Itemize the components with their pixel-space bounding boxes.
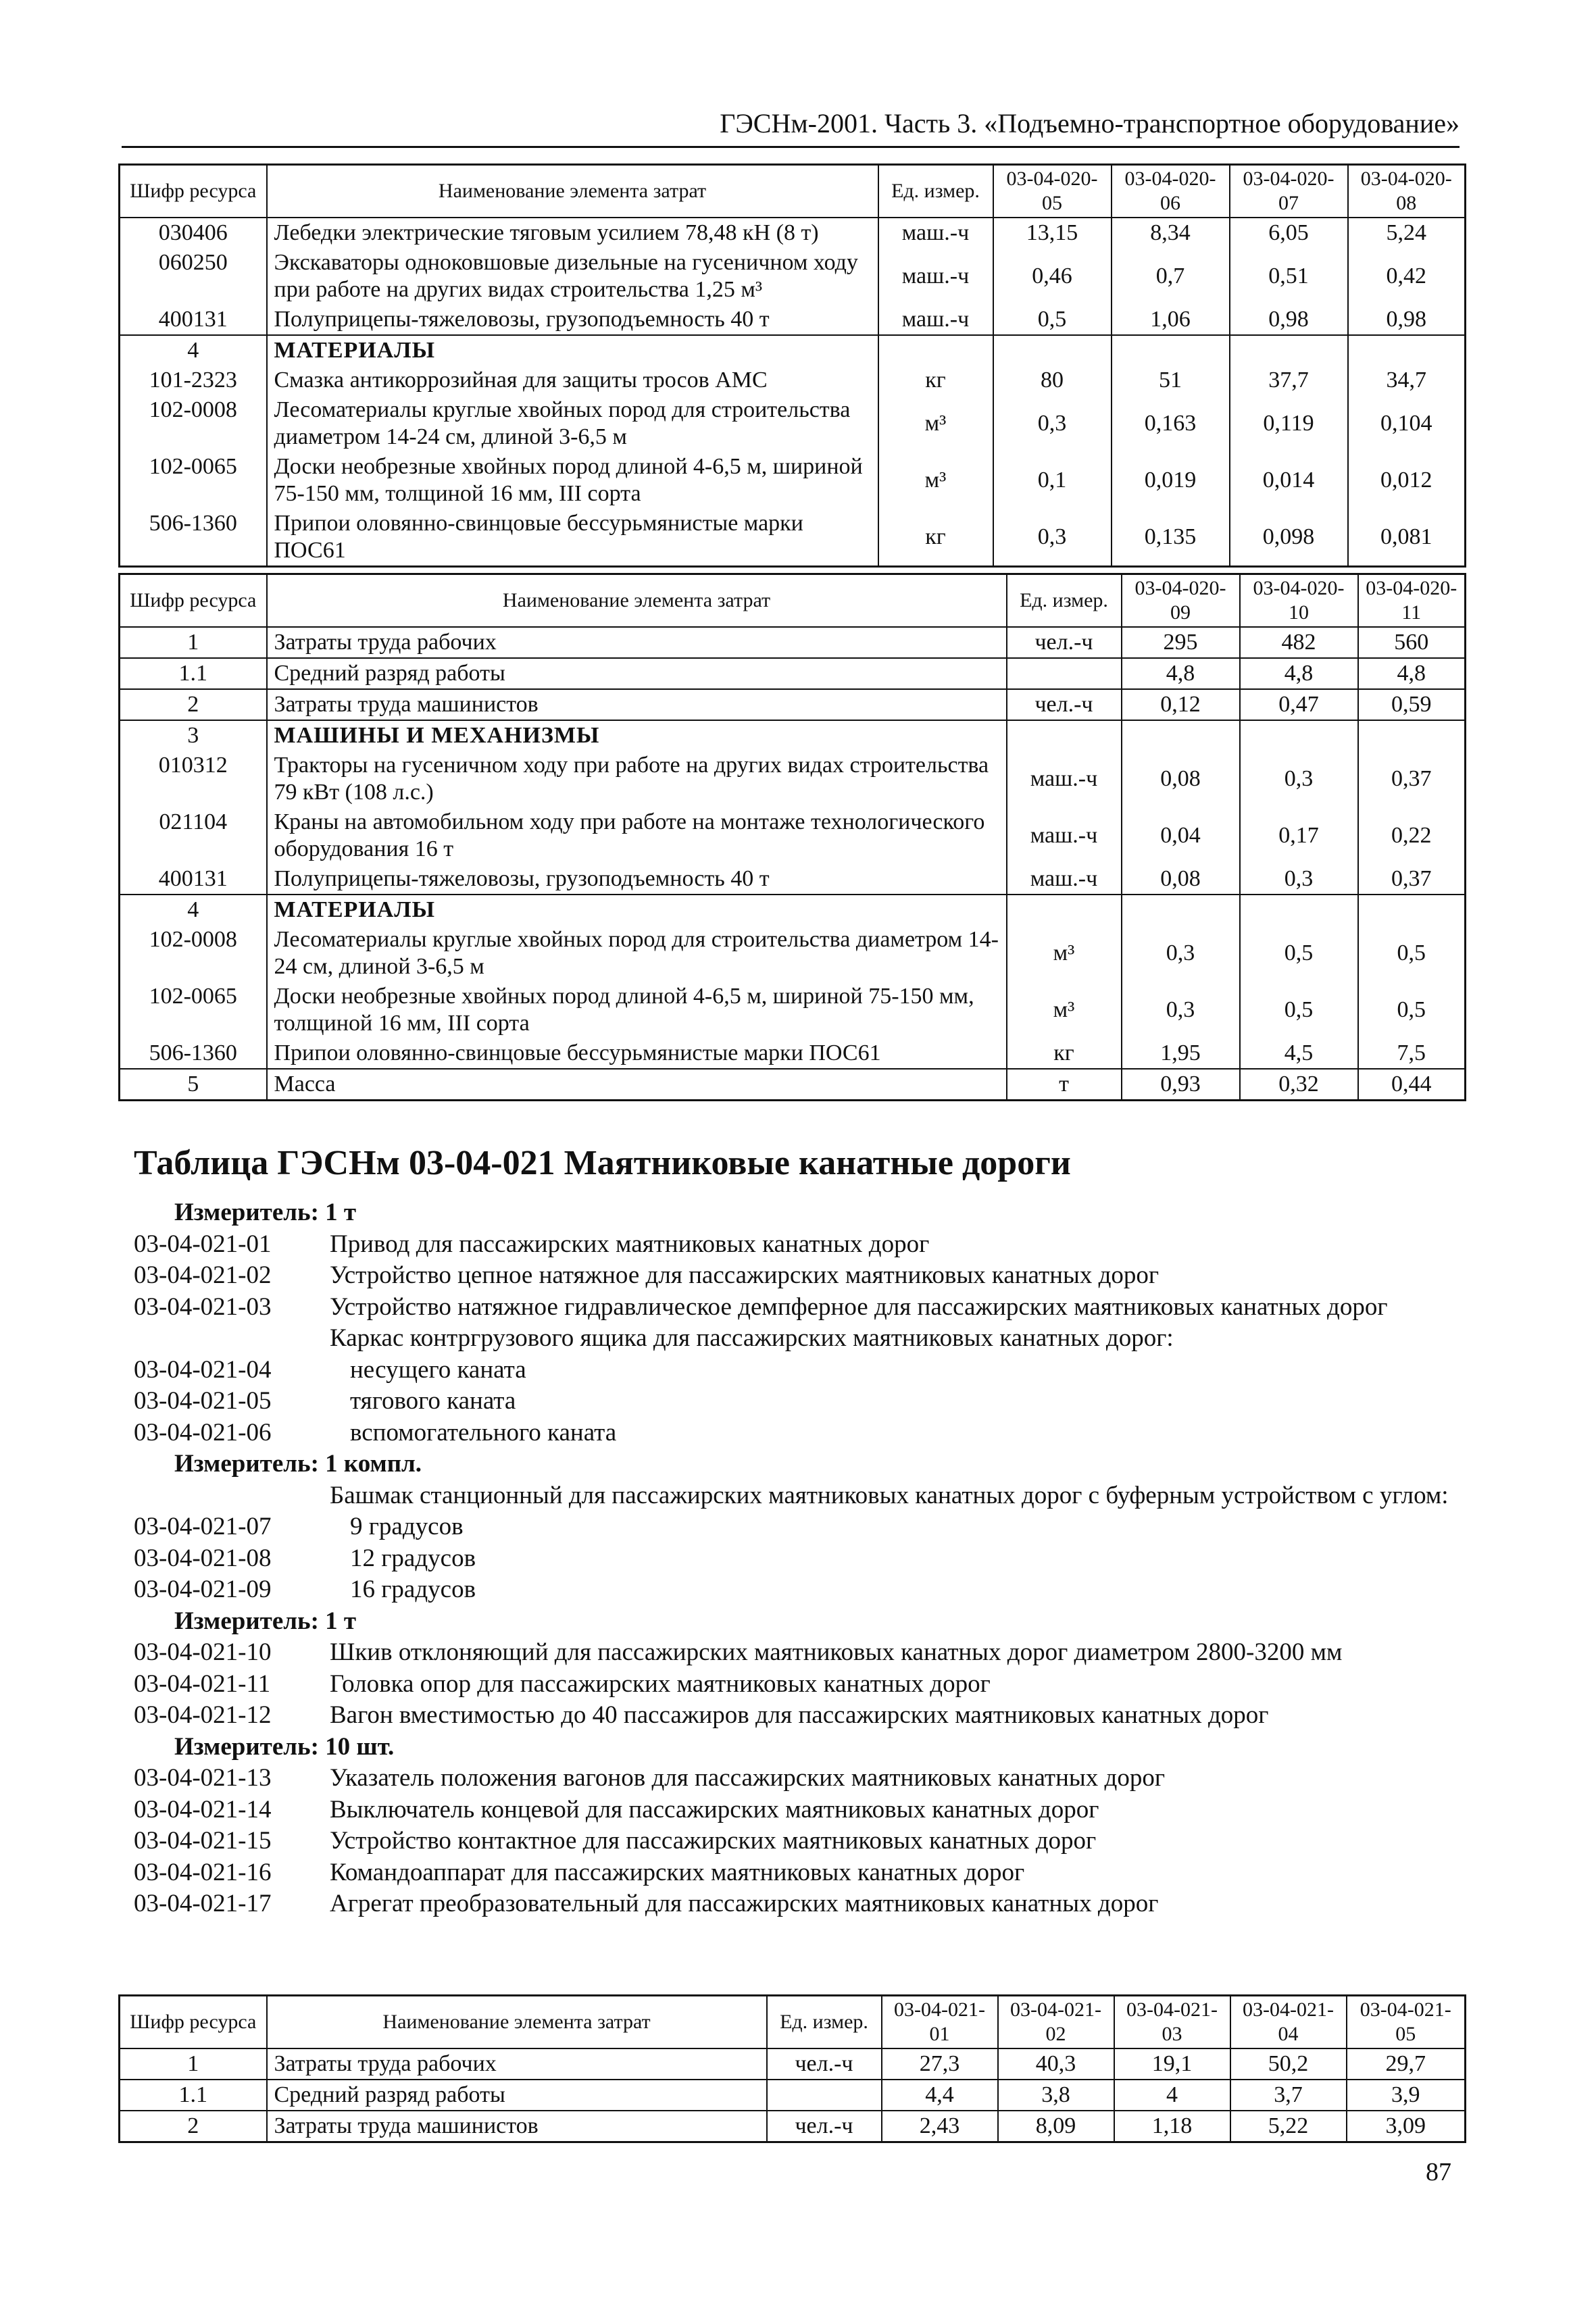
table-row	[120, 509, 1466, 567]
value-cell: 0,3	[1240, 864, 1358, 895]
resource-code: 4	[120, 895, 267, 925]
table-row	[120, 1069, 1466, 1101]
norm-description: вспомогательного каната	[350, 1418, 617, 1447]
norm-description: 12 градусов	[350, 1544, 476, 1572]
value-cell: 0,119	[1230, 395, 1348, 452]
unit-cell: чел.-ч	[767, 2048, 882, 2080]
value-cell: 0,46	[993, 248, 1112, 305]
resource-code: 400131	[120, 864, 267, 895]
resource-code: 5	[120, 1069, 267, 1101]
list-item	[134, 1637, 1458, 1669]
table-row	[120, 689, 1466, 720]
col-header-code: Шифр ресурса	[120, 165, 267, 218]
cost-element-name: Средний разряд работы	[267, 2080, 767, 2111]
norm-code: 03-04-021-06	[134, 1418, 272, 1447]
value-cell: 0,22	[1358, 807, 1466, 864]
value-cell: 50,2	[1230, 2048, 1347, 2080]
value-cell: 0,5	[1358, 925, 1466, 982]
col-header-norm: 03-04-020-11	[1358, 574, 1466, 628]
value-cell: 0,59	[1358, 689, 1466, 720]
norm-code: 03-04-021-08	[134, 1544, 272, 1572]
value-cell: 0,104	[1348, 395, 1466, 452]
value-cell: 0,3	[1240, 751, 1358, 807]
value-cell: 51	[1112, 366, 1230, 395]
value-cell: 0,42	[1348, 248, 1466, 305]
value-cell: 0,12	[1122, 689, 1240, 720]
value-cell: 0,098	[1230, 509, 1348, 567]
value-cell	[1240, 895, 1358, 925]
value-cell: 0,014	[1230, 452, 1348, 509]
list-item	[134, 1292, 1458, 1324]
unit-cell: кг	[878, 366, 993, 395]
value-cell: 3,09	[1347, 2111, 1466, 2142]
value-cell	[1358, 720, 1466, 751]
cost-element-name: МАТЕРИАЛЫ	[267, 895, 1007, 925]
norm-code: 03-04-021-10	[134, 1638, 272, 1666]
value-cell: 0,93	[1122, 1069, 1240, 1101]
value-cell	[993, 335, 1112, 366]
value-cell: 1,18	[1114, 2111, 1230, 2142]
cost-element-name: Краны на автомобильном ходу при работе на монтаже технологического оборудования 16 т	[267, 807, 1007, 864]
norm-code: 03-04-021-11	[134, 1669, 271, 1698]
value-cell: 0,5	[993, 305, 1112, 335]
value-cell: 0,3	[1122, 925, 1240, 982]
col-header-norm: 03-04-020-06	[1112, 165, 1230, 218]
list-item	[134, 1417, 1458, 1449]
table-row	[120, 895, 1466, 925]
unit-cell: м³	[878, 395, 993, 452]
value-cell: 0,98	[1348, 305, 1466, 335]
value-cell: 37,7	[1230, 366, 1348, 395]
table-row	[120, 2080, 1466, 2111]
unit-cell	[1007, 720, 1122, 751]
resource-code: 102-0008	[120, 925, 267, 982]
value-cell: 4,4	[882, 2080, 998, 2111]
value-cell: 80	[993, 366, 1112, 395]
value-cell: 0,3	[993, 509, 1112, 567]
col-header-norm: 03-04-021-02	[998, 1996, 1114, 2049]
unit-cell: маш.-ч	[878, 218, 993, 248]
resource-code: 1	[120, 627, 267, 658]
value-cell: 3,7	[1230, 2080, 1347, 2111]
cost-element-name: Смазка антикоррозийная для защиты тросов АМС	[267, 366, 878, 395]
resource-code: 060250	[120, 248, 267, 305]
col-header-norm: 03-04-020-05	[993, 165, 1112, 218]
table-row	[120, 366, 1466, 395]
value-cell: 6,05	[1230, 218, 1348, 248]
resource-code: 2	[120, 689, 267, 720]
table-row	[120, 864, 1466, 895]
value-cell: 0,37	[1358, 751, 1466, 807]
value-cell: 13,15	[993, 218, 1112, 248]
norm-code: 03-04-021-15	[134, 1827, 272, 1855]
table-row	[120, 2111, 1466, 2142]
resource-code: 400131	[120, 305, 267, 335]
col-header-norm: 03-04-020-09	[1122, 574, 1240, 628]
unit-cell	[1007, 895, 1122, 925]
norm-description: Устройство контактное для пассажирских маятниковых канатных дорог	[330, 1827, 1097, 1855]
cost-element-name: Лесоматериалы круглые хвойных пород для строительства диаметром 14-24 см, длиной 3-6,5 м	[267, 925, 1007, 982]
unit-cell: кг	[878, 509, 993, 567]
value-cell	[1358, 895, 1466, 925]
resource-code: 3	[120, 720, 267, 751]
list-item	[134, 1574, 1458, 1606]
value-cell: 29,7	[1347, 2048, 1466, 2080]
resource-code: 010312	[120, 751, 267, 807]
value-cell: 1,95	[1122, 1038, 1240, 1069]
resource-table-020-09-11	[118, 573, 1466, 1101]
col-header-norm: 03-04-020-08	[1348, 165, 1466, 218]
value-cell: 3,9	[1347, 2080, 1466, 2111]
resource-code: 2	[120, 2111, 267, 2142]
unit-cell: кг	[1007, 1038, 1122, 1069]
norm-code: 03-04-021-12	[134, 1701, 272, 1729]
unit-cell: м³	[1007, 982, 1122, 1038]
table-row	[120, 452, 1466, 509]
list-item	[134, 1511, 1458, 1543]
value-cell: 7,5	[1358, 1038, 1466, 1069]
col-header-name: Наименование элемента затрат	[267, 165, 878, 218]
table-row	[120, 751, 1466, 807]
running-header: ГЭСНм-2001. Часть 3. «Подъемно-транспортное оборудование»	[122, 107, 1460, 148]
resource-code: 030406	[120, 218, 267, 248]
norm-description: 9 градусов	[350, 1513, 464, 1540]
value-cell: 0,08	[1122, 864, 1240, 895]
norm-description: 16 градусов	[350, 1576, 476, 1603]
value-cell: 4,8	[1240, 658, 1358, 689]
list-item	[134, 1826, 1458, 1857]
col-header-code: Шифр ресурса	[120, 1996, 267, 2049]
value-cell: 1,06	[1112, 305, 1230, 335]
list-item	[134, 1857, 1458, 1889]
unit-cell: маш.-ч	[878, 248, 993, 305]
col-header-norm: 03-04-021-04	[1230, 1996, 1347, 2049]
cost-element-name: Затраты труда рабочих	[267, 627, 1007, 658]
cost-element-name: Доски необрезные хвойных пород длиной 4-6,5 м, шириной 75-150 мм, толщиной 16 мм, III сорта	[267, 982, 1007, 1038]
unit-cell	[878, 335, 993, 366]
unit-cell	[767, 2080, 882, 2111]
cost-element-name: Масса	[267, 1069, 1007, 1101]
resource-table-020-05-08	[118, 164, 1466, 568]
value-cell	[1122, 895, 1240, 925]
col-header-norm: 03-04-021-01	[882, 1996, 998, 2049]
norm-code: 03-04-021-13	[134, 1764, 272, 1792]
value-cell: 0,17	[1240, 807, 1358, 864]
list-item	[134, 1386, 1458, 1417]
value-cell: 0,04	[1122, 807, 1240, 864]
value-cell: 5,24	[1348, 218, 1466, 248]
cost-element-name: Лесоматериалы круглые хвойных пород для строительства диаметром 14-24 см, длиной 3-6,5 м	[267, 395, 878, 452]
resource-code: 102-0065	[120, 452, 267, 509]
list-item	[134, 1543, 1458, 1575]
norm-description: Привод для пассажирских маятниковых канатных дорог	[330, 1230, 930, 1258]
resource-code: 506-1360	[120, 1038, 267, 1069]
unit-cell: чел.-ч	[1007, 627, 1122, 658]
norm-code: 03-04-021-16	[134, 1858, 272, 1886]
measure-unit: Измеритель: 1 т	[174, 1607, 357, 1635]
table-row	[120, 925, 1466, 982]
list-item	[134, 1260, 1458, 1292]
value-cell: 4,8	[1358, 658, 1466, 689]
col-header-norm: 03-04-021-05	[1347, 1996, 1466, 2049]
value-cell: 0,5	[1358, 982, 1466, 1038]
value-cell: 0,51	[1230, 248, 1348, 305]
resource-code: 4	[120, 335, 267, 366]
value-cell: 482	[1240, 627, 1358, 658]
value-cell: 40,3	[998, 2048, 1114, 2080]
value-cell: 0,98	[1230, 305, 1348, 335]
value-cell: 0,7	[1112, 248, 1230, 305]
col-header-unit: Ед. измер.	[1007, 574, 1122, 628]
value-cell: 0,37	[1358, 864, 1466, 895]
cost-element-name: Припои оловянно-свинцовые бессурьмянистые марки ПОС61	[267, 1038, 1007, 1069]
resource-code: 102-0065	[120, 982, 267, 1038]
resource-code: 506-1360	[120, 509, 267, 567]
norm-description: Шкив отклоняющий для пассажирских маятниковых канатных дорог диаметром 2800-3200 мм	[330, 1638, 1343, 1666]
group-heading: Башмак станционный для пассажирских маятниковых канатных дорог с буферным устройством с углом:	[330, 1481, 1449, 1509]
measure-unit: Измеритель: 1 т	[174, 1199, 357, 1226]
col-header-unit: Ед. измер.	[878, 165, 993, 218]
value-cell: 0,47	[1240, 689, 1358, 720]
value-cell: 0,3	[1122, 982, 1240, 1038]
cost-element-name: Средний разряд работы	[267, 658, 1007, 689]
unit-cell: маш.-ч	[1007, 864, 1122, 895]
value-cell	[1230, 335, 1348, 366]
unit-cell: маш.-ч	[1007, 807, 1122, 864]
value-cell: 4	[1114, 2080, 1230, 2111]
col-header-name: Наименование элемента затрат	[267, 574, 1007, 628]
value-cell: 34,7	[1348, 366, 1466, 395]
cost-element-name: Затраты труда машинистов	[267, 2111, 767, 2142]
table-row	[120, 335, 1466, 366]
group-heading: Каркас контргрузового ящика для пассажирских маятниковых канатных дорог:	[330, 1324, 1174, 1352]
section-title: Таблица ГЭСНм 03-04-021 Маятниковые канатные дороги	[134, 1144, 1071, 1182]
table-row	[120, 807, 1466, 864]
col-header-norm: 03-04-021-03	[1114, 1996, 1230, 2049]
value-cell: 0,163	[1112, 395, 1230, 452]
norm-code: 03-04-021-14	[134, 1795, 272, 1823]
norm-code: 03-04-021-09	[134, 1576, 272, 1603]
unit-cell: чел.-ч	[767, 2111, 882, 2142]
measure-unit: Измеритель: 10 шт.	[174, 1732, 395, 1761]
norm-description: несущего каната	[350, 1355, 526, 1384]
value-cell: 0,44	[1358, 1069, 1466, 1101]
cost-element-name: Затраты труда машинистов	[267, 689, 1007, 720]
unit-cell: маш.-ч	[878, 305, 993, 335]
resource-code: 1.1	[120, 2080, 267, 2111]
value-cell: 5,22	[1230, 2111, 1347, 2142]
list-item	[134, 1763, 1458, 1794]
norm-code: 03-04-021-02	[134, 1261, 272, 1289]
resource-code: 1.1	[120, 658, 267, 689]
unit-cell: т	[1007, 1069, 1122, 1101]
value-cell	[1112, 335, 1230, 366]
value-cell: 0,1	[993, 452, 1112, 509]
resource-code: 101-2323	[120, 366, 267, 395]
norm-code: 03-04-021-01	[134, 1230, 272, 1258]
value-cell: 8,34	[1112, 218, 1230, 248]
cost-element-name: Экскаваторы одноковшовые дизельные на гусеничном ходу при работе на других видах строительства 1,25 м³	[267, 248, 878, 305]
norm-code: 03-04-021-04	[134, 1355, 272, 1384]
norm-code: 03-04-021-07	[134, 1513, 272, 1540]
norm-code: 03-04-021-03	[134, 1292, 272, 1321]
col-header-code: Шифр ресурса	[120, 574, 267, 628]
value-cell: 0,3	[993, 395, 1112, 452]
value-cell: 8,09	[998, 2111, 1114, 2142]
cost-element-name: Доски необрезные хвойных пород длиной 4-6,5 м, шириной 75-150 мм, толщиной 16 мм, III сорта	[267, 452, 878, 509]
unit-cell: чел.-ч	[1007, 689, 1122, 720]
value-cell	[1240, 720, 1358, 751]
cost-element-name: Затраты труда рабочих	[267, 2048, 767, 2080]
table-row	[120, 2048, 1466, 2080]
measure-unit: Измеритель: 1 компл.	[174, 1450, 422, 1478]
col-header-unit: Ед. измер.	[767, 1996, 882, 2049]
unit-cell	[1007, 658, 1122, 689]
cost-element-name: МАШИНЫ И МЕХАНИЗМЫ	[267, 720, 1007, 751]
resource-table-021-01-05	[118, 1994, 1466, 2143]
table-row	[120, 720, 1466, 751]
resource-code: 021104	[120, 807, 267, 864]
unit-cell: м³	[878, 452, 993, 509]
list-item	[134, 1229, 1458, 1261]
norm-code: 03-04-021-17	[134, 1890, 272, 1917]
table-row	[120, 305, 1466, 335]
norm-description: Командоаппарат для пассажирских маятниковых канатных дорог	[330, 1858, 1025, 1886]
norm-description: Головка опор для пассажирских маятниковых канатных дорог	[330, 1669, 991, 1698]
list-item	[134, 1794, 1458, 1826]
list-item	[134, 1669, 1458, 1701]
value-cell: 4,5	[1240, 1038, 1358, 1069]
value-cell: 0,135	[1112, 509, 1230, 567]
norm-code: 03-04-021-05	[134, 1387, 272, 1415]
col-header-norm: 03-04-020-10	[1240, 574, 1358, 628]
resource-code: 102-0008	[120, 395, 267, 452]
value-cell: 0,081	[1348, 509, 1466, 567]
table-row	[120, 627, 1466, 658]
value-cell: 2,43	[882, 2111, 998, 2142]
col-header-name: Наименование элемента затрат	[267, 1996, 767, 2049]
table-row	[120, 395, 1466, 452]
value-cell: 0,012	[1348, 452, 1466, 509]
table-row	[120, 982, 1466, 1038]
cost-element-name: Полуприцепы-тяжеловозы, грузоподъемность 40 т	[267, 305, 878, 335]
norm-description: Устройство натяжное гидравлическое демпферное для пассажирских маятниковых канатных дорог	[330, 1292, 1388, 1321]
cost-element-name: Полуприцепы-тяжеловозы, грузоподъемность 40 т	[267, 864, 1007, 895]
value-cell	[1348, 335, 1466, 366]
value-cell: 0,32	[1240, 1069, 1358, 1101]
norm-description: Вагон вместимостью до 40 пассажиров для пассажирских маятниковых канатных дорог	[330, 1701, 1269, 1729]
cost-element-name: Тракторы на гусеничном ходу при работе на других видах строительства 79 кВт (108 л.с.)	[267, 751, 1007, 807]
value-cell: 0,019	[1112, 452, 1230, 509]
list-item	[134, 1700, 1458, 1732]
norm-description: Выключатель концевой для пассажирских маятниковых канатных дорог	[330, 1795, 1099, 1823]
cost-element-name: МАТЕРИАЛЫ	[267, 335, 878, 366]
value-cell: 560	[1358, 627, 1466, 658]
norm-description: Указатель положения вагонов для пассажирских маятниковых канатных дорог	[330, 1764, 1165, 1792]
list-item	[134, 1888, 1458, 1920]
value-cell: 0,5	[1240, 925, 1358, 982]
value-cell: 27,3	[882, 2048, 998, 2080]
value-cell	[1122, 720, 1240, 751]
norm-description: Устройство цепное натяжное для пассажирских маятниковых канатных дорог	[330, 1261, 1159, 1289]
value-cell: 0,08	[1122, 751, 1240, 807]
value-cell: 19,1	[1114, 2048, 1230, 2080]
value-cell: 295	[1122, 627, 1240, 658]
cost-element-name: Лебедки электрические тяговым усилием 78,48 кН (8 т)	[267, 218, 878, 248]
table-row	[120, 1038, 1466, 1069]
cost-element-name: Припои оловянно-свинцовые бессурьмянистые марки ПОС61	[267, 509, 878, 567]
list-item	[134, 1355, 1458, 1386]
value-cell: 0,5	[1240, 982, 1358, 1038]
norm-item-list	[134, 1197, 1458, 1920]
unit-cell: м³	[1007, 925, 1122, 982]
table-row	[120, 658, 1466, 689]
norm-description: тягового каната	[350, 1387, 516, 1415]
norm-description: Агрегат преобразовательный для пассажирских маятниковых канатных дорог	[330, 1890, 1159, 1917]
value-cell: 3,8	[998, 2080, 1114, 2111]
value-cell: 4,8	[1122, 658, 1240, 689]
col-header-norm: 03-04-020-07	[1230, 165, 1348, 218]
page-number: 87	[1426, 2158, 1451, 2186]
table-row	[120, 218, 1466, 248]
table-row	[120, 248, 1466, 305]
unit-cell: маш.-ч	[1007, 751, 1122, 807]
resource-code: 1	[120, 2048, 267, 2080]
